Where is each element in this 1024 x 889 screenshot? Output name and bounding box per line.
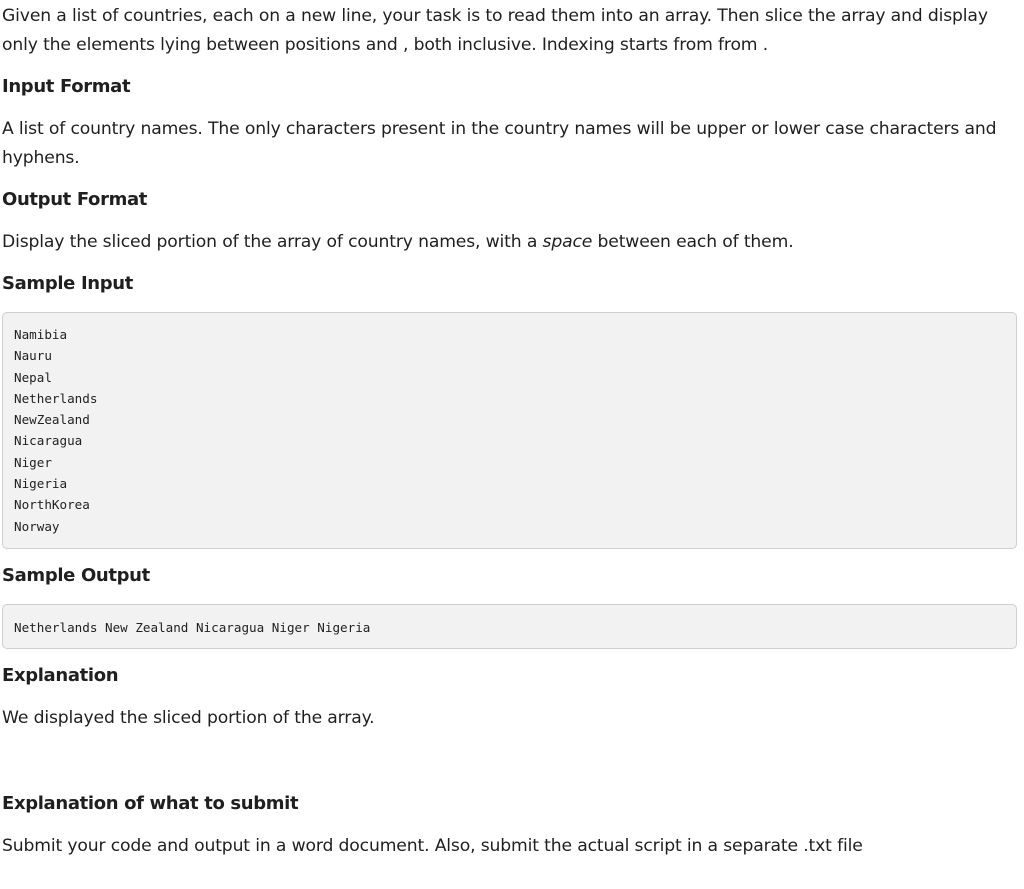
sample-input-line: Netherlands bbox=[14, 390, 98, 406]
sample-input-line: Norway bbox=[14, 518, 60, 534]
sample-input-line: Nicaragua bbox=[14, 433, 83, 449]
sample-output-heading: Sample Output bbox=[2, 565, 150, 586]
sample-input-line: Nepal bbox=[14, 369, 52, 385]
output-format-emphasis: space bbox=[542, 232, 593, 252]
input-format-text: A list of country names. The only characters present in the country names will be upper or lower case characters and hyphens. bbox=[2, 119, 997, 168]
sample-output-line: Netherlands New Zealand Nicaragua Niger Nigeria bbox=[14, 620, 371, 635]
sample-input-line: NorthKorea bbox=[14, 497, 90, 513]
submit-text: Submit your code and output in a word document. Also, submit the actual script in a separate .txt file bbox=[2, 836, 863, 856]
sample-input-heading: Sample Input bbox=[2, 273, 134, 294]
sample-input-code-block bbox=[2, 312, 1017, 549]
sample-input-line: Nigeria bbox=[14, 476, 68, 492]
intro-paragraph: Given a list of countries, each on a new line, your task is to read them into an array. Then slice the array and display only the elements lying between positions and , both inclusive. Indexing starts from from . bbox=[2, 6, 988, 55]
output-format-heading: Output Format bbox=[2, 189, 148, 210]
explanation-text: We displayed the sliced portion of the array. bbox=[2, 708, 375, 728]
sample-input-line: NewZealand bbox=[14, 412, 90, 428]
submit-heading: Explanation of what to submit bbox=[2, 793, 299, 814]
input-format-heading: Input Format bbox=[2, 76, 131, 97]
output-format-text bbox=[2, 228, 1017, 257]
output-format-text-before: Display the sliced portion of the array of country names, with a bbox=[2, 232, 543, 252]
sample-input-line: Niger bbox=[14, 454, 52, 470]
output-format-text-after: between each of them. bbox=[592, 232, 794, 252]
sample-input-line: Nauru bbox=[14, 348, 52, 364]
explanation-heading: Explanation bbox=[2, 665, 119, 686]
sample-input-line: Namibia bbox=[14, 327, 68, 342]
sample-output-code-block bbox=[2, 604, 1017, 649]
